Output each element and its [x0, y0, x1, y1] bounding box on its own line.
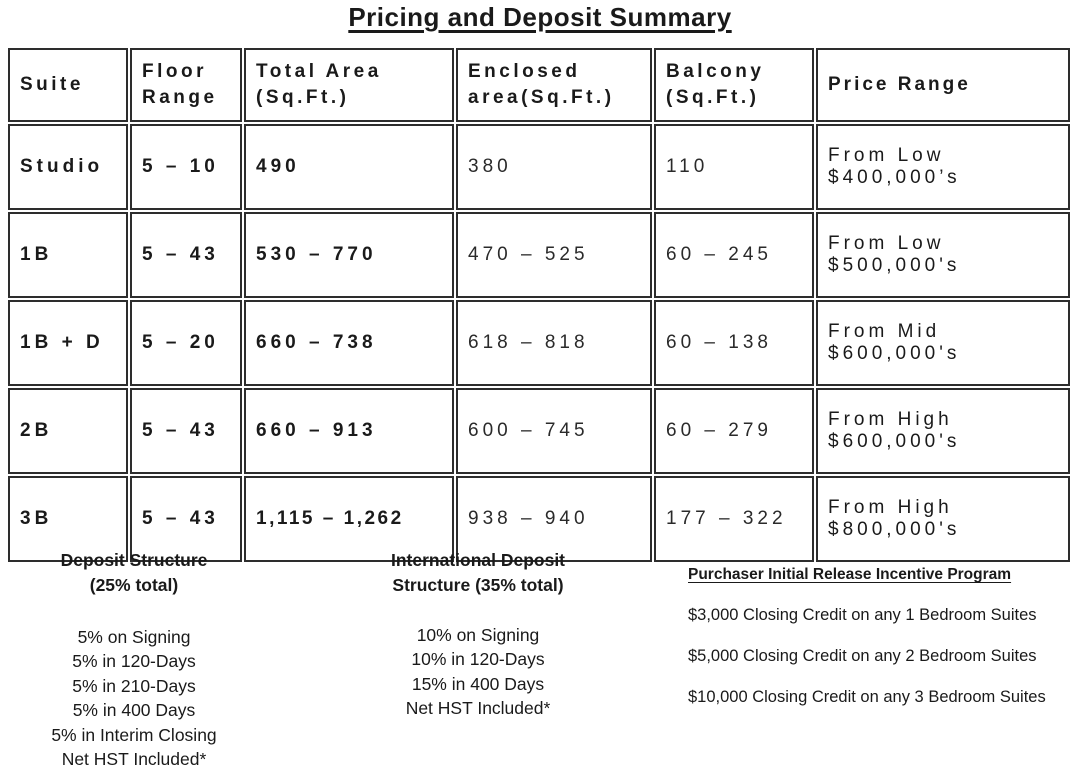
list-item: 5% in 210-Days	[72, 675, 196, 696]
cell-suite: Studio	[8, 124, 128, 210]
deposit-structure-items	[0, 625, 268, 771]
international-deposit-title	[268, 548, 688, 599]
cell-floor-range: 5 – 20	[130, 300, 242, 386]
deposit-structure-title-line2: (25% total)	[89, 575, 179, 596]
cell-total-area: 1,115 – 1,262	[244, 476, 454, 562]
header-floor-range: Floor Range	[130, 48, 242, 122]
cell-price-range: From Mid $600,000's	[816, 300, 1070, 386]
table-row-1b-d	[8, 300, 1070, 386]
cell-enclosed-area: 600 – 745	[456, 388, 652, 474]
list-item: $5,000 Closing Credit on any 2 Bedroom Suites	[688, 647, 1037, 665]
header-total-area: Total Area (Sq.Ft.)	[244, 48, 454, 122]
cell-enclosed-area: 470 – 525	[456, 212, 652, 298]
cell-enclosed-area: 380	[456, 124, 652, 210]
cell-total-area: 490	[244, 124, 454, 210]
list-item: Net HST Included*	[405, 698, 551, 719]
cell-balcony: 60 – 279	[654, 388, 814, 474]
cell-balcony: 110	[654, 124, 814, 210]
header-suite: Suite	[8, 48, 128, 122]
deposit-structure-title	[0, 548, 268, 599]
footer-sections	[0, 548, 1080, 771]
incentive-program-section	[688, 548, 1080, 771]
incentive-program-title: Purchaser Initial Release Incentive Program	[688, 566, 1012, 583]
header-balcony: Balcony (Sq.Ft.)	[654, 48, 814, 122]
cell-suite: 2B	[8, 388, 128, 474]
cell-total-area: 530 – 770	[244, 212, 454, 298]
cell-enclosed-area: 618 – 818	[456, 300, 652, 386]
list-item: $10,000 Closing Credit on any 3 Bedroom Suites	[688, 688, 1046, 706]
cell-floor-range: 5 – 43	[130, 388, 242, 474]
international-deposit-title-line2: Structure (35% total)	[392, 575, 564, 596]
cell-floor-range: 5 – 10	[130, 124, 242, 210]
list-item: 15% in 400 Days	[411, 673, 545, 694]
international-deposit-items	[268, 623, 688, 721]
list-item: 5% on Signing	[77, 626, 191, 647]
cell-price-range: From High $600,000's	[816, 388, 1070, 474]
cell-balcony: 177 – 322	[654, 476, 814, 562]
cell-price-range: From High $800,000's	[816, 476, 1070, 562]
deposit-structure-title-line1: Deposit Structure	[60, 550, 208, 570]
cell-total-area: 660 – 738	[244, 300, 454, 386]
international-deposit-title-line1: International Deposit	[390, 550, 566, 570]
cell-enclosed-area: 938 – 940	[456, 476, 652, 562]
list-item: 5% in Interim Closing	[51, 724, 217, 745]
list-item: 10% on Signing	[416, 624, 540, 645]
list-item: Net HST Included*	[61, 749, 207, 770]
cell-suite: 1B	[8, 212, 128, 298]
list-item: 5% in 120-Days	[72, 651, 196, 672]
page-title-text: Pricing and Deposit Summary	[348, 2, 732, 32]
page-title	[0, 2, 1080, 33]
header-price-range: Price Range	[816, 48, 1070, 122]
incentive-program-items	[688, 606, 1080, 707]
cell-balcony: 60 – 245	[654, 212, 814, 298]
cell-price-range: From Low $500,000's	[816, 212, 1070, 298]
table-row-studio	[8, 124, 1070, 210]
list-item: 10% in 120-Days	[411, 649, 545, 670]
header-enclosed-area: Enclosed area(Sq.Ft.)	[456, 48, 652, 122]
table-row-1b	[8, 212, 1070, 298]
cell-suite: 3B	[8, 476, 128, 562]
deposit-structure-section	[0, 548, 268, 771]
list-item: $3,000 Closing Credit on any 1 Bedroom Suites	[688, 606, 1037, 624]
pricing-table	[6, 46, 1072, 564]
international-deposit-section	[268, 548, 688, 771]
cell-balcony: 60 – 138	[654, 300, 814, 386]
cell-price-range: From Low $400,000’s	[816, 124, 1070, 210]
table-header-row	[8, 48, 1070, 122]
cell-floor-range: 5 – 43	[130, 476, 242, 562]
cell-suite: 1B + D	[8, 300, 128, 386]
list-item: 5% in 400 Days	[72, 700, 196, 721]
table-row-2b	[8, 388, 1070, 474]
cell-floor-range: 5 – 43	[130, 212, 242, 298]
cell-total-area: 660 – 913	[244, 388, 454, 474]
